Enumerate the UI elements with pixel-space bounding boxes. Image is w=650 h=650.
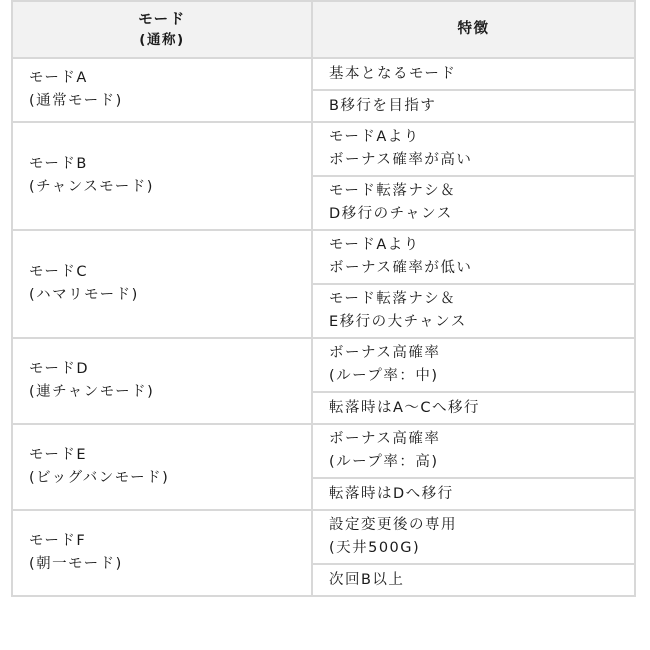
mode-name: モードF — [29, 533, 87, 549]
feature-line: (ループ率：中) — [328, 368, 439, 384]
feature-cell — [312, 230, 635, 284]
mode-alias: (チャンスモード) — [29, 179, 154, 195]
mode-alias: (ハマリモード) — [29, 287, 139, 303]
mode-cell — [12, 338, 312, 424]
feature-cell — [312, 176, 635, 230]
feature-line: 転落時はA～Cへ移行 — [328, 399, 480, 416]
feature-line: モードAより — [328, 129, 420, 145]
feature-cell — [312, 338, 635, 392]
feature-cell — [312, 564, 635, 596]
feature-cell — [312, 122, 635, 176]
mode-table — [11, 0, 636, 597]
mode-name: モードC — [29, 264, 89, 280]
mode-header-subtitle: (通称) — [139, 31, 185, 48]
mode-header — [12, 1, 312, 58]
mode-name: モードA — [29, 70, 88, 86]
mode-cell — [12, 230, 312, 338]
feature-cell — [312, 58, 635, 90]
mode-name: モードB — [29, 156, 88, 172]
feature-line: モードAより — [328, 237, 420, 253]
feature-header: 特徴 — [312, 1, 635, 58]
feature-line: 基本となるモード — [328, 65, 457, 82]
table-row — [12, 338, 635, 392]
feature-cell — [312, 90, 635, 122]
mode-cell — [12, 58, 312, 122]
feature-line: E移行の大チャンス — [328, 314, 467, 330]
table-row — [12, 122, 635, 176]
mode-name: モードD — [29, 361, 90, 377]
feature-line: D移行のチャンス — [328, 206, 453, 222]
mode-name: モードE — [29, 447, 88, 463]
feature-line: 次回B以上 — [328, 571, 405, 588]
mode-cell — [12, 122, 312, 230]
table-row — [12, 424, 635, 478]
feature-cell — [312, 284, 635, 338]
mode-alias: (連チャンモード) — [29, 384, 155, 400]
feature-line: (天井500G) — [328, 540, 421, 556]
feature-line: モード転落ナシ＆ — [328, 291, 457, 307]
mode-alias: (通常モード) — [29, 93, 123, 109]
feature-line: B移行を目指す — [328, 97, 437, 114]
table-row — [12, 510, 635, 564]
mode-alias: (朝一モード) — [29, 556, 123, 572]
header-row — [12, 1, 635, 58]
mode-cell — [12, 510, 312, 596]
feature-line: ボーナス高確率 — [328, 431, 441, 447]
feature-cell — [312, 392, 635, 424]
mode-cell — [12, 424, 312, 510]
table-row — [12, 230, 635, 284]
feature-line: ボーナス確率が高い — [328, 152, 473, 168]
feature-cell — [312, 478, 635, 510]
feature-line: ボーナス確率が低い — [328, 260, 473, 276]
feature-cell — [312, 510, 635, 564]
feature-line: 転落時はDへ移行 — [328, 485, 454, 502]
mode-header-title: モード — [138, 11, 186, 28]
table-row — [12, 58, 635, 90]
feature-line: 設定変更後の専用 — [328, 517, 457, 533]
feature-line: (ループ率：高) — [328, 454, 439, 470]
feature-line: モード転落ナシ＆ — [328, 183, 457, 199]
mode-alias: (ビッグバンモード) — [29, 470, 170, 486]
feature-cell — [312, 424, 635, 478]
feature-line: ボーナス高確率 — [328, 345, 441, 361]
